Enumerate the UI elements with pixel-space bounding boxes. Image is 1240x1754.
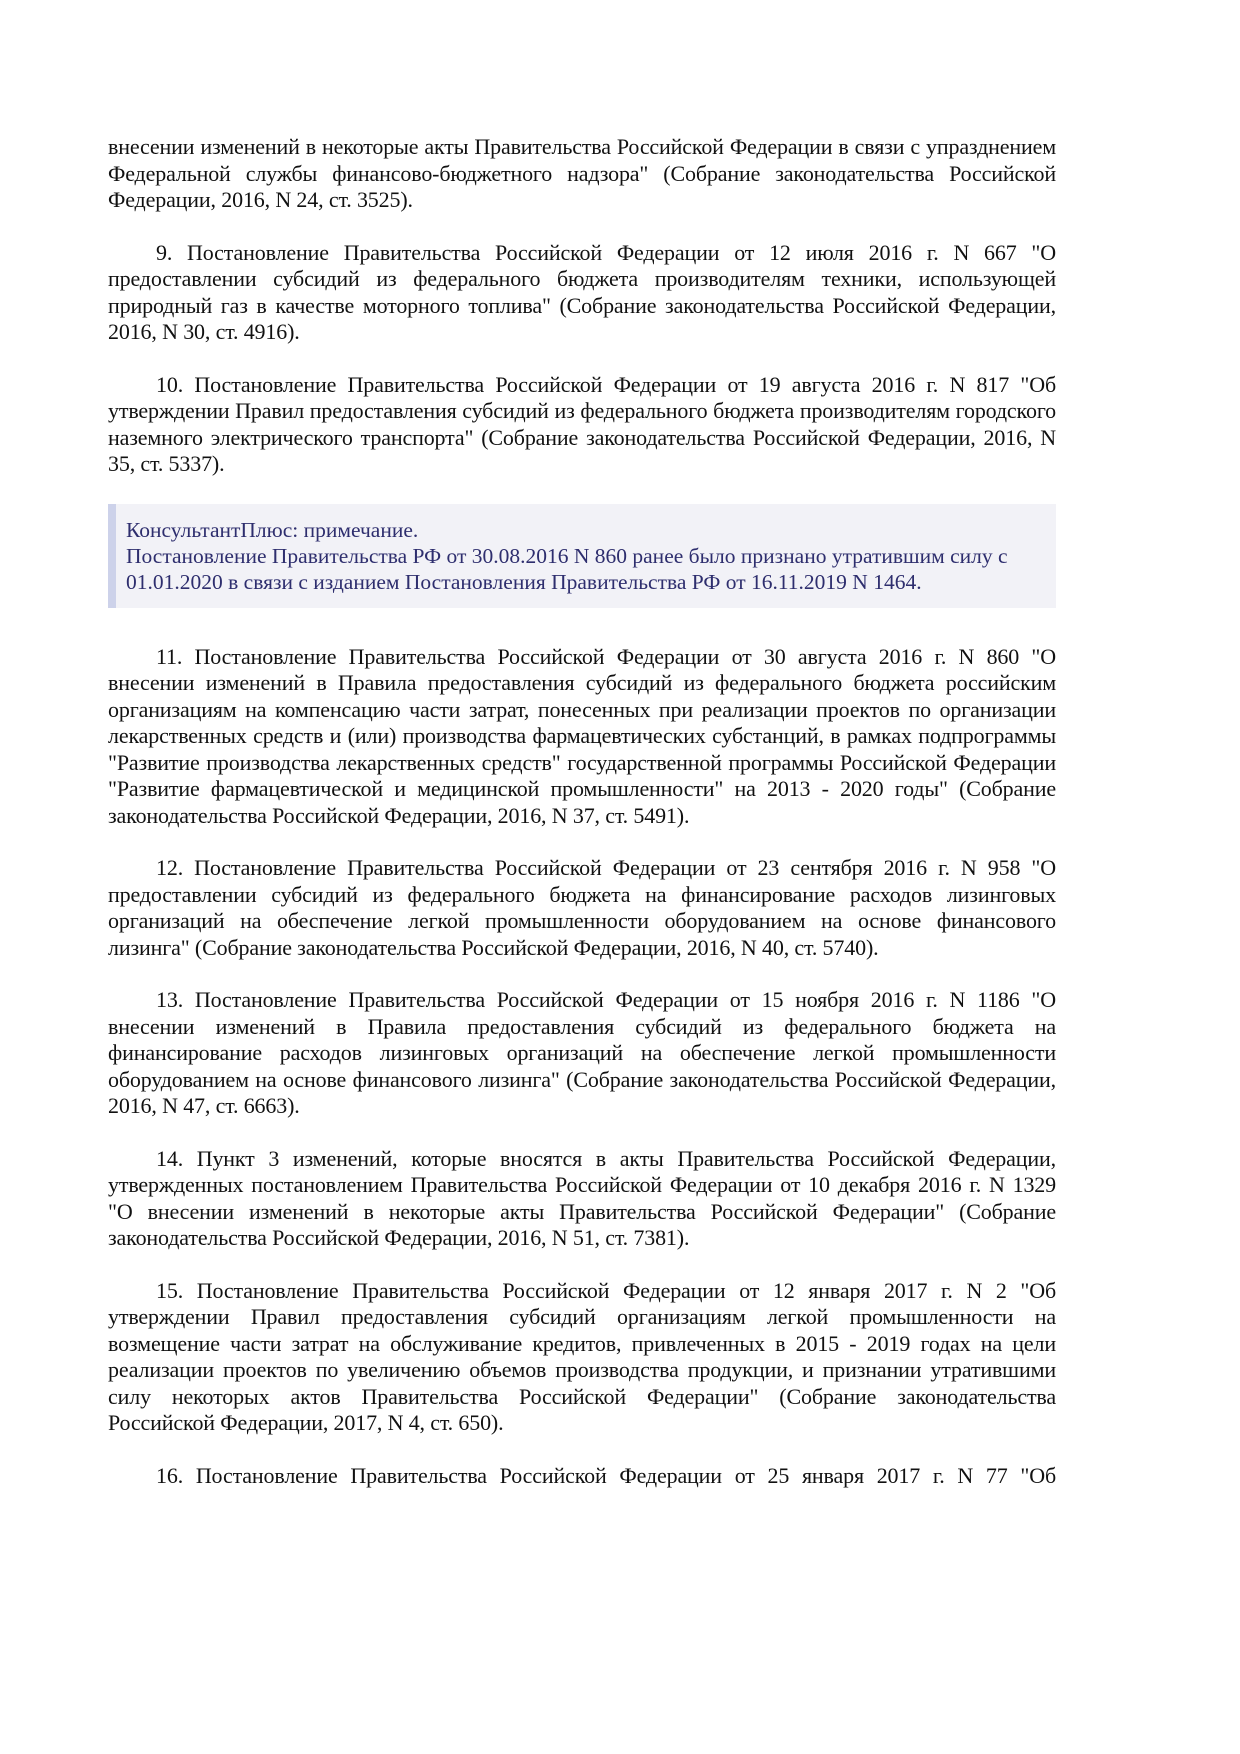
document-page [108,134,1056,1515]
note-body: Постановление Правительства РФ от 30.08.2016 N 860 ранее было признано утратившим силу с 01.01.2020 в связи с изданием Постановления Правительства РФ от 16.11.2019 N 1464. [126,543,1008,594]
consultant-plus-note [108,504,1056,608]
paragraph-16-start: 16. Постановление Правительства Российской Федерации от 25 января 2017 г. N 77 "Об [156,1462,1056,1488]
paragraph-15: 15. Постановление Правительства Российской Федерации от 12 января 2017 г. N 2 "Об утверждении Правил предоставления субсидий организациям легкой промышленности на возмещение части затрат на обслуживание кредитов, привлеченных в 2015 - 2019 годах на цели реализации проектов по увеличению объемов производства продукции, и признании утратившими силу некоторых актов Правительства Российской Федерации" (Собрание законодательства Российской Федерации, 2017, N 4, ст. 650). [108,1277,1056,1435]
paragraph-10: 10. Постановление Правительства Российской Федерации от 19 августа 2016 г. N 817 "Об утверждении Правил предоставления субсидий из федерального бюджета производителям городского наземного электрического транспорта" (Собрание законодательства Российской Федерации, 2016, N 35, ст. 5337). [108,371,1056,476]
paragraph-13: 13. Постановление Правительства Российской Федерации от 15 ноября 2016 г. N 1186 "О внесении изменений в Правила предоставления субсидий из федерального бюджета на финансирование расходов лизинговых организаций на обеспечение легкой промышленности оборудованием на основе финансового лизинга" (Собрание законодательства Российской Федерации, 2016, N 47, ст. 6663). [108,987,1056,1118]
paragraph-8-continuation: внесении изменений в некоторые акты Правительства Российской Федерации в связи с упразднением Федеральной службы финансово-бюджетного надзора" (Собрание законодательства Российской Федерации, 2016, N 24, ст. 3525). [108,134,1056,212]
paragraph-9: 9. Постановление Правительства Российской Федерации от 12 июля 2016 г. N 667 "О предоставлении субсидий из федерального бюджета производителям техники, использующей природный газ в качестве моторного топлива" (Собрание законодательства Российской Федерации, 2016, N 30, ст. 4916). [108,239,1056,344]
paragraph-11: 11. Постановление Правительства Российской Федерации от 30 августа 2016 г. N 860 "О внесении изменений в Правила предоставления субсидий из федерального бюджета российским организациям на компенсацию части затрат, понесенных при реализации проектов по организации лекарственных средств и (или) производства фармацевтических субстанций, в рамках подпрограммы "Развитие производства лекарственных средств" государственной программы Российской Федерации "Развитие фармацевтической и медицинской промышленности" на 2013 - 2020 годы" (Собрание законодательства Российской Федерации, 2016, N 37, ст. 5491). [108,643,1056,828]
paragraph-12: 12. Постановление Правительства Российской Федерации от 23 сентября 2016 г. N 958 "О предоставлении субсидий из федерального бюджета на финансирование расходов лизинговых организаций на обеспечение легкой промышленности оборудованием на основе финансового лизинга" (Собрание законодательства Российской Федерации, 2016, N 40, ст. 5740). [108,855,1056,960]
paragraph-14: 14. Пункт 3 изменений, которые вносятся в акты Правительства Российской Федерации, утвержденных постановлением Правительства Российской Федерации от 10 декабря 2016 г. N 1329 "О внесении изменений в некоторые акты Правительства Российской Федерации" (Собрание законодательства Российской Федерации, 2016, N 51, ст. 7381). [108,1145,1056,1250]
note-title: КонсультантПлюс: примечание. [126,517,419,542]
